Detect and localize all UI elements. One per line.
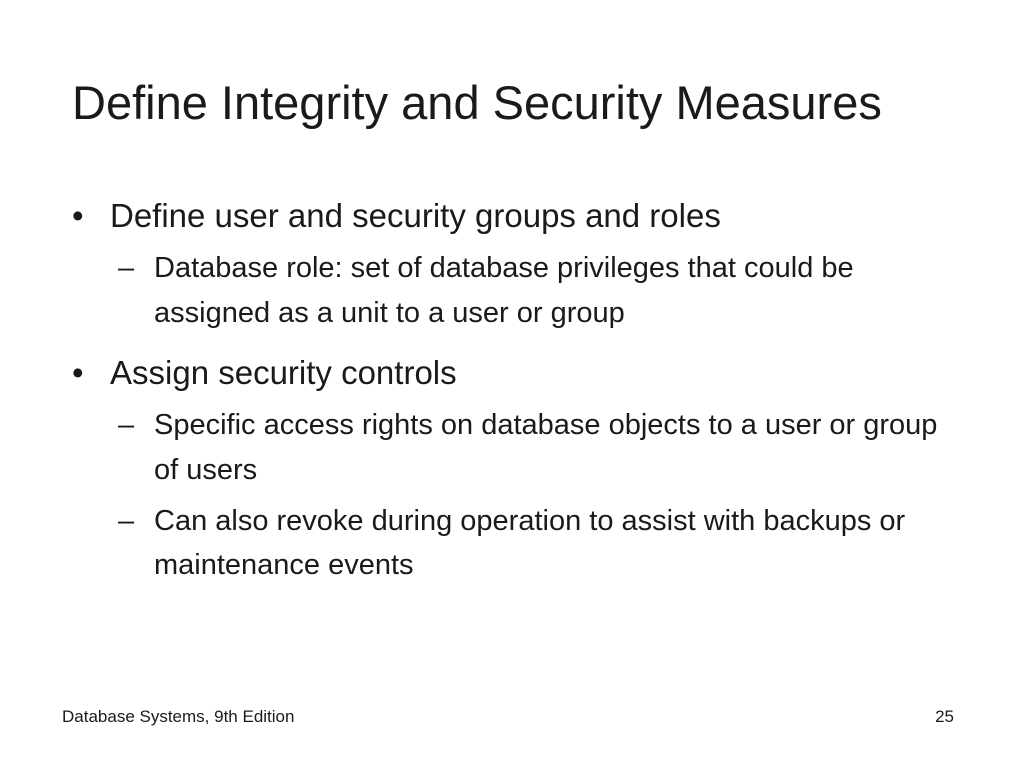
bullet-list <box>72 195 952 604</box>
sub-bullet-item <box>110 403 952 493</box>
bullet-text: Define user and security groups and roles <box>110 197 721 234</box>
sub-bullet-text: Can also revoke during operation to assist with backups or maintenance events <box>154 504 906 582</box>
bullet-dot-icon: • <box>72 353 84 391</box>
bullet-dot-icon: • <box>72 197 84 234</box>
bullet-item <box>72 352 952 589</box>
dash-icon: – <box>118 408 135 441</box>
slide-title: Define Integrity and Security Measures <box>72 76 882 129</box>
sub-bullet-item <box>110 499 952 589</box>
bullet-item <box>72 195 952 336</box>
dash-icon: – <box>118 504 135 537</box>
sub-bullet-text: Specific access rights on database objects to a user or group of users <box>154 408 938 486</box>
sub-bullet-list <box>110 246 952 336</box>
sub-bullet-text: Database role: set of database privileges that could be assigned as a unit to a user or group <box>154 251 854 329</box>
sub-bullet-list <box>110 403 952 589</box>
footer-source: Database Systems, 9th Edition <box>62 707 295 726</box>
dash-icon: – <box>118 251 135 284</box>
page-number: 25 <box>935 707 954 726</box>
sub-bullet-item <box>110 246 952 336</box>
bullet-text: Assign security controls <box>110 353 457 391</box>
